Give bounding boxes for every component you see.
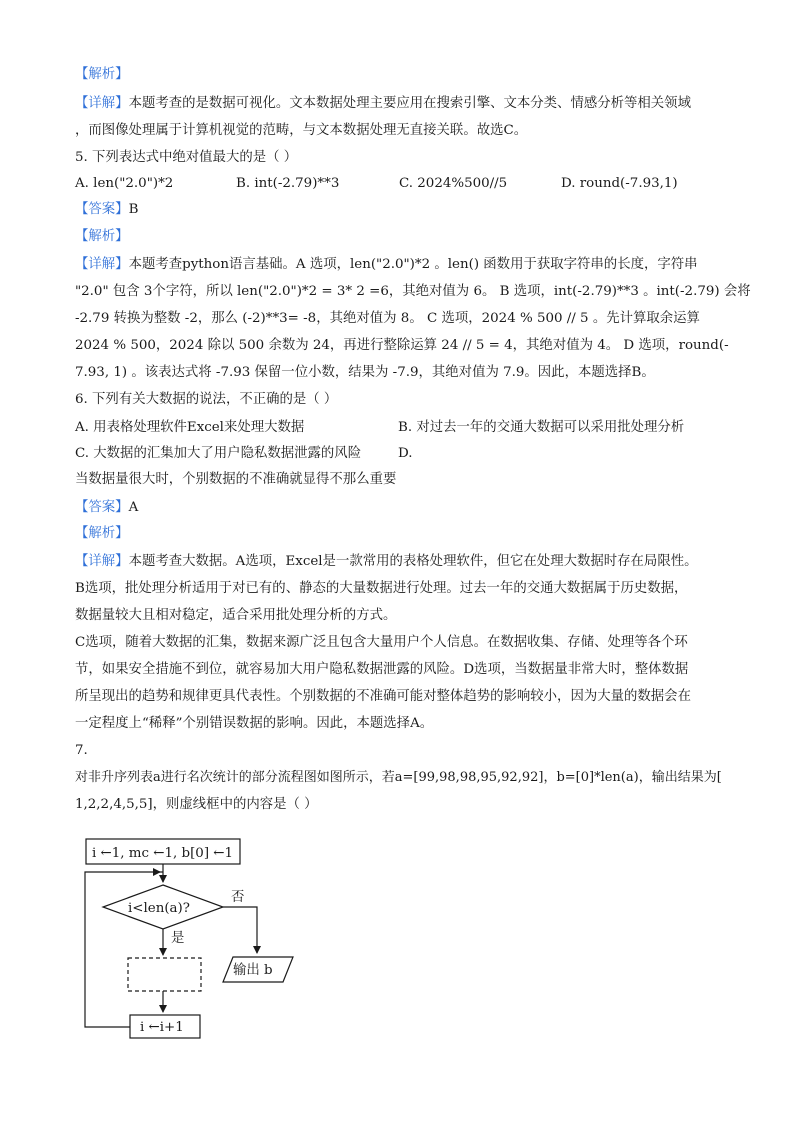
flowchart-init-box <box>86 839 240 864</box>
q4-detail-line-2: ，而图像处理属于计算机视觉的范畴，与文本数据处理无直接关联。故选C。 <box>75 123 528 138</box>
flowchart-condition-text: i<len(a)? <box>128 901 190 916</box>
q4-detail-tag: 【详解】 <box>75 96 129 111</box>
q6-detail-line-1 <box>75 554 735 570</box>
q4-detail-line-1 <box>75 96 735 112</box>
q6-option-c: C. 大数据的汇集加大了用户隐私数据泄露的风险 <box>75 446 362 461</box>
q5-answer-tag: 【答案】 <box>75 202 129 217</box>
q6-detail-tag: 【详解】 <box>75 554 129 569</box>
q7-question-line-1: 对非升序列表a进行名次统计的部分流程图如图所示，若a=[99,98,98,95,92,92]，b=[0]*len(a)，输出结果为[ <box>75 770 722 785</box>
q6-analysis-tag: 【解析】 <box>75 526 129 541</box>
q5-detail-line-3: -2.79 转换为整数 -2，那么 (-2)**3= -8，其绝对值为 8。 C 选项，2024 % 500 // 5 。先计算取余运算 <box>75 311 700 326</box>
q7-number: 7. <box>75 743 88 758</box>
q5-detail-text-1: 本题考查python语言基础。A 选项，len("2.0")*2 。len() 函数用于获取字符串的长度，字符串 <box>128 257 698 272</box>
flowchart-increment-text: i ←i+1 <box>140 1020 184 1035</box>
flowchart-output-text: 输出 b <box>233 963 273 978</box>
q6-question: 6. 下列有关大数据的说法，不正确的是（ ） <box>75 392 338 407</box>
q6-answer-tag: 【答案】 <box>75 500 129 515</box>
q4-detail-text-1: 本题考查的是数据可视化。文本数据处理主要应用在搜索引擎、文本分类、情感分析等相关领域 <box>128 96 691 111</box>
q5-detail-line-4: 2024 % 500，2024 除以 500 余数为 24，再进行整除运算 24 // 5 = 4，其绝对值为 4。 D 选项，round(- <box>75 338 729 353</box>
q5-option-c: C. 2024%500//5 <box>399 176 508 191</box>
q6-detail-line-5: 节，如果安全措施不到位，就容易加大用户隐私数据泄露的风险。D选项，当数据量非常大时，整体数据 <box>75 662 689 677</box>
q6-option-d: D. <box>398 446 413 461</box>
q6-option-b: B. 对过去一年的交通大数据可以采用批处理分析 <box>398 420 685 435</box>
q5-option-d: D. round(-7.93,1) <box>561 176 678 191</box>
q5-question: 5. 下列表达式中绝对值最大的是（ ） <box>75 150 298 165</box>
q6-answer-line <box>75 500 735 516</box>
q5-answer: B <box>128 202 139 217</box>
q5-option-b: B. int(-2.79)**3 <box>236 176 340 191</box>
q6-option-d-text: 当数据量很大时，个别数据的不准确就显得不那么重要 <box>75 472 397 487</box>
q6-detail-line-4: C选项，随着大数据的汇集，数据来源广泛且包含大量用户个人信息。在数据收集、存储、处理等各个环 <box>75 635 688 650</box>
q6-detail-line-7: 一定程度上“稀释”个别错误数据的影响。因此，本题选择A。 <box>75 716 434 731</box>
q6-detail-line-2: B选项，批处理分析适用于对已有的、静态的大量数据进行处理。过去一年的交通大数据属于历史数据， <box>75 581 688 596</box>
q6-option-a: A. 用表格处理软件Excel来处理大数据 <box>75 420 305 435</box>
q5-detail-line-2: "2.0" 包含 3个字符，所以 len("2.0")*2 = 3* 2 =6，其绝对值为 6。 B 选项，int(-2.79)**3 。int(-2.79) 会将 <box>75 284 751 299</box>
flowchart-yes-label: 是 <box>171 931 185 946</box>
q5-answer-line <box>75 202 735 218</box>
q5-option-a: A. len("2.0")*2 <box>75 176 174 191</box>
flowchart-dashed-box <box>128 958 201 991</box>
q6-detail-text-1: 本题考查大数据。A选项，Excel是一款常用的表格处理软件，但它在处理大数据时存在局限性。 <box>128 554 698 569</box>
flowchart-output <box>223 957 293 982</box>
q7-question-line-2: 1,2,2,4,5,5]，则虚线框中的内容是（ ） <box>75 797 318 812</box>
q6-answer: A <box>128 500 139 515</box>
flowchart-increment-box <box>130 1015 200 1038</box>
flowchart-no-label: 否 <box>231 890 245 905</box>
q5-analysis-tag: 【解析】 <box>75 229 129 244</box>
q6-detail-line-6: 所呈现出的趋势和规律更具代表性。个别数据的不准确可能对整体趋势的影响较小，因为大量的数据会在 <box>75 689 691 704</box>
q5-detail-line-5: 7.93, 1) 。该表达式将 -7.93 保留一位小数，结果为 -7.9，其绝对值为 7.9。因此，本题选择B。 <box>75 365 655 380</box>
flowchart-decision <box>103 885 223 929</box>
q4-analysis-tag: 【解析】 <box>75 67 129 82</box>
q5-detail-line-1 <box>75 257 735 273</box>
flowchart-loop-line <box>85 872 163 1027</box>
q5-detail-tag: 【详解】 <box>75 257 129 272</box>
q6-detail-line-3: 数据量较大且相对稳定，适合采用批处理分析的方式。 <box>75 608 397 623</box>
flowchart-init-text: i ←1, mc ←1, b[0] ←1 <box>92 846 234 861</box>
